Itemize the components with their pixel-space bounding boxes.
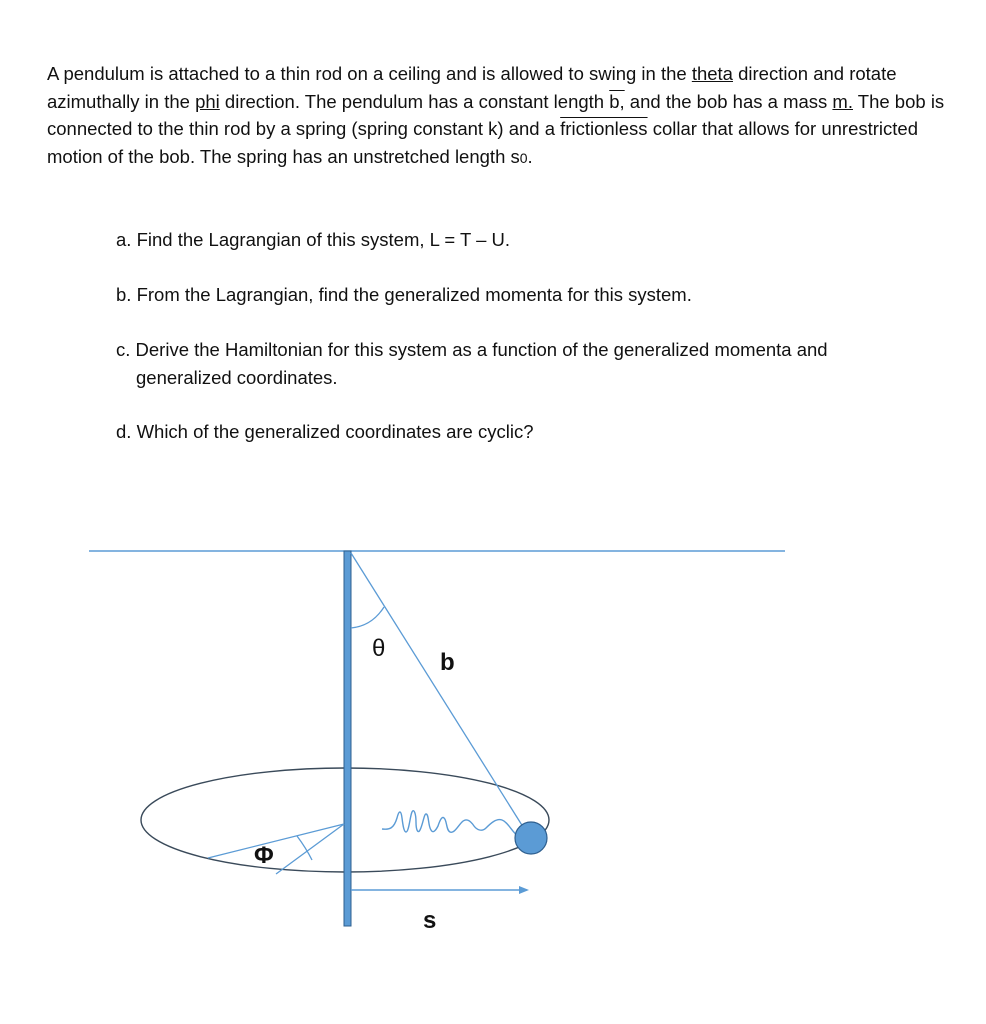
bob [515,822,547,854]
question-c-line-2: generalized coordinates. [136,366,338,388]
mass-variable: m. [832,90,853,112]
s-label: s [423,907,437,934]
intro-text-3: direction. The pendulum has a constant length [219,90,610,112]
pendulum-string [351,553,530,838]
question-d: d. Which of the generalized coordinates are cyclic? [116,421,534,442]
theta-word: theta [691,63,733,84]
vertical-rod [344,551,351,926]
phi-word: phi [195,90,220,112]
question-b: b. From the Lagrangian, find the generalized momenta for this system. [116,284,692,305]
question-c-line-1: c. Derive the Hamiltonian for this system as a function of the generalized momenta and [116,339,828,360]
length-variable: b, [609,90,625,112]
intro-text-2: direction and rotate azimuthally in the [47,63,897,112]
theta-arc [351,607,384,628]
phi-label: Φ [254,842,274,869]
intro-text-1: A pendulum is attached to a thin rod on a ceiling and is allowed to swing in the [47,63,692,84]
phi-radius-line-1 [208,824,344,858]
intro-text-6: collar that allows for unrestricted motion of the bob. The spring has an unstretched length [47,118,918,167]
spring [382,811,518,836]
intro-text-5: The bob is connected to the thin rod by a spring (spring constant k) and a [47,90,945,140]
theta-label: θ [372,635,386,662]
question-a: a. Find the Lagrangian of this system, L = T – U. [116,229,511,250]
phi-radius-line-2 [276,824,344,874]
length-b-label: b [440,649,455,676]
s0-variable: s [510,145,520,167]
intro-text-4: and the bob has a mass [624,90,833,112]
s0-subscript: 0 [519,149,528,166]
frictionless-word: frictionless [560,118,648,140]
intro-text-7: . [527,145,533,167]
